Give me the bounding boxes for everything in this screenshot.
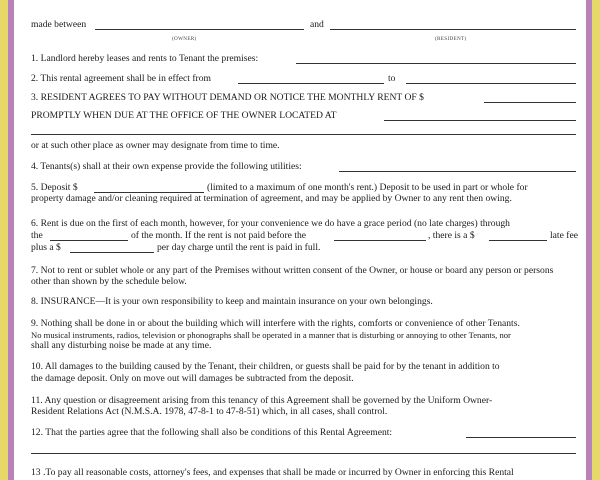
- made-between-label: made between: [31, 19, 87, 30]
- resident-caption: (RESIDENT): [435, 36, 467, 42]
- late-after-field[interactable]: [334, 240, 426, 241]
- clause-5-deposit: 5. Deposit $: [31, 182, 78, 193]
- start-date-field[interactable]: [238, 83, 384, 84]
- conditions-field-2[interactable]: [31, 453, 576, 454]
- owner-office-address-field[interactable]: [384, 120, 576, 121]
- clause-10-line-1: 10. All damages to the building caused by the Tenant, their children, or guests shall be paid for by the tenant in addition to: [31, 361, 500, 372]
- clause-5-line-1: (limited to a maximum of one month's rent.) Deposit to be used in part or whole for: [207, 182, 528, 193]
- clause-6-plus: plus a $: [31, 242, 61, 253]
- grace-day-field[interactable]: [50, 240, 128, 241]
- clause-7-line-2: other than shown by the schedule below.: [31, 276, 187, 287]
- clause-4: 4. Tenants(s) shall at their own expense provide the following utilities:: [31, 161, 302, 172]
- and-label: and: [310, 19, 324, 30]
- clause-11-line-1: 11. Any question or disagreement arising from this tenancy of this Agreement shall be governed by the Uniform Owner-: [31, 395, 493, 406]
- owner-name-field[interactable]: [95, 29, 304, 30]
- clause-2-to: to: [388, 73, 396, 84]
- clause-6-line-1: 6. Rent is due on the first of each month, however, for your convenience we do have a grace period (no late charges) through: [31, 218, 510, 229]
- monthly-rent-field[interactable]: [484, 102, 576, 103]
- clause-9-line-3: shall any disturbing noise be made at any time.: [31, 340, 212, 351]
- conditions-field-1[interactable]: [466, 437, 576, 438]
- clause-7-line-1: 7. Not to rent or sublet whole or any part of the Premises without written consent of the Owner, or house or board any person or persons: [31, 265, 554, 276]
- clause-6-the: the: [31, 230, 43, 241]
- owner-caption: (OWNER): [172, 36, 197, 42]
- clause-1: 1. Landlord hereby leases and rents to Tenant the premises:: [31, 53, 259, 64]
- clause-6-late-fee-prefix: , there is a $: [428, 230, 475, 241]
- clause-8: 8. INSURANCE—It is your own responsibility to keep and maintain insurance on your own belongings.: [31, 296, 433, 307]
- clause-6-line-2: of the month. If the rent is not paid before the: [131, 230, 307, 241]
- rental-agreement-page: [14, 0, 586, 480]
- late-fee-field[interactable]: [489, 240, 547, 241]
- clause-12: 12. That the parties agree that the following shall also be conditions of this Rental Agreement:: [31, 427, 393, 438]
- premises-field[interactable]: [296, 63, 576, 64]
- clause-3-line-3: or at such other place as owner may designate from time to time.: [31, 140, 280, 151]
- clause-6-line-3: per day charge until the rent is paid in full.: [157, 242, 321, 253]
- daily-charge-field[interactable]: [70, 252, 154, 253]
- clause-9-line-1: 9. Nothing shall be done in or about the building which will interfere with the rights, comforts or convenience of other Tenants.: [31, 318, 520, 329]
- clause-3-line-2: PROMPTLY WHEN DUE AT THE OFFICE OF THE OWNER LOCATED AT: [31, 110, 337, 121]
- clause-3-line-1: 3. RESIDENT AGREES TO PAY WITHOUT DEMAND OR NOTICE THE MONTHLY RENT OF $: [31, 92, 424, 103]
- utilities-field[interactable]: [339, 171, 576, 172]
- clause-11-line-2: Resident Relations Act (N.M.S.A. 1978, 47-8-1 to 47-8-51) which, in all cases, shall control.: [31, 406, 388, 417]
- clause-9-line-2: No musical instruments, radios, television or phonographs shall be operated in a manner that is disturbing or annoying to other Tenants, nor: [31, 330, 511, 340]
- clause-6-late-fee-suffix: late fee: [550, 230, 578, 241]
- clause-2: 2. This rental agreement shall be in effect from: [31, 73, 211, 84]
- clause-5-line-2: property damage and/or cleaning required at termination of agreement, and may be applied by Owner to any rent then owing.: [31, 193, 512, 204]
- owner-office-address-field-2[interactable]: [31, 134, 576, 135]
- clause-10-line-2: the damage deposit. Only on move out will damages be subtracted from the deposit.: [31, 373, 354, 384]
- clause-13-line-1: 13 .To pay all reasonable costs, attorney's fees, and expenses that shall be made or incurred by Owner in enforcing this Rental: [31, 467, 514, 478]
- resident-name-field[interactable]: [330, 29, 576, 30]
- end-date-field[interactable]: [406, 83, 576, 84]
